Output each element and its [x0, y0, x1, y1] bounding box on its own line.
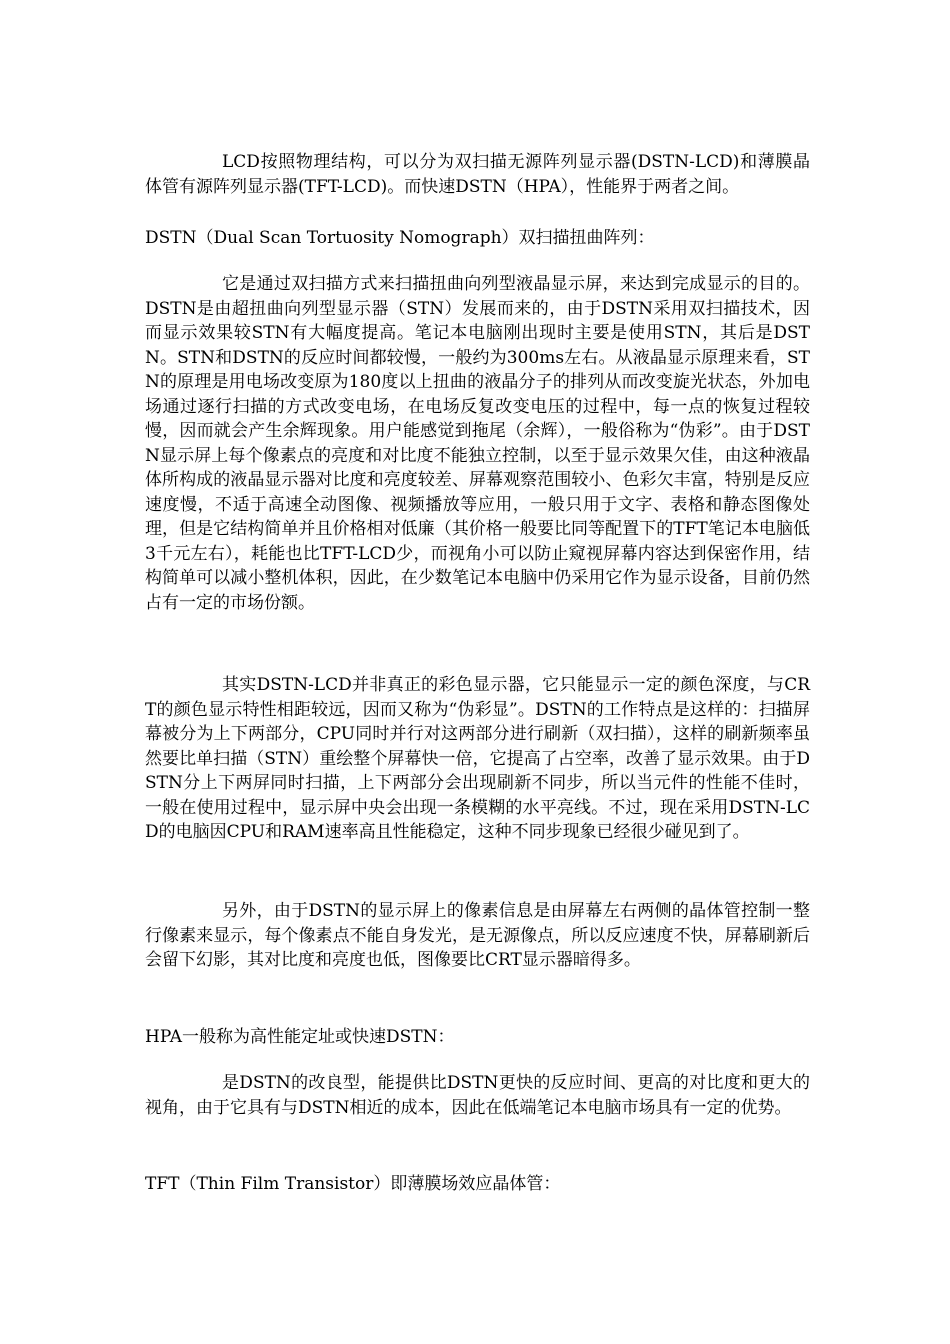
paragraph-lcd-structure: LCD按照物理结构，可以分为双扫描无源阵列显示器(DSTN-LCD)和薄膜晶体管有源阵列显示器(TFT-LCD)。而快速DSTN（HPA），性能界于两者之间。	[145, 152, 810, 197]
paragraph-dstn-lcd-color: 其实DSTN-LCD并非真正的彩色显示器，它只能显示一定的颜色深度，与CRT的颜色显示特性相距较远，因而又称为“伪彩显”。DSTN的工作特点是这样的：扫描屏幕被分为上下两部分，CPU同时并行对这两部分进行刷新（双扫描），这样的刷新频率虽然要比单扫描（STN）重绘整个屏幕快一倍，它提高了占空率，改善了显示效果。由于DSTN分上下两屏同时扫描，上下两部分会出现刷新不同步，所以当元件的性能不佳时，一般在使用过程中，显示屏中央会出现一条模糊的水平亮线。不过，现在采用DSTN-LCD的电脑因CPU和RAM速率高且性能稳定，这种不同步现象已经很少碰见到了。	[145, 675, 810, 842]
paragraph-dstn-pixels: 另外，由于DSTN的显示屏上的像素信息是由屏幕左右两侧的晶体管控制一整行像素来显示，每个像素点不能自身发光，是无源像点，所以反应速度不快，屏幕刷新后会留下幻影，其对比度和亮度也低，图像要比CRT显示器暗得多。	[145, 901, 810, 970]
heading-hpa: HPA一般称为高性能定址或快速DSTN：	[145, 1027, 455, 1047]
paragraph-hpa-description: 是DSTN的改良型，能提供比DSTN更快的反应时间、更高的对比度和更大的视角，由于它具有与DSTN相近的成本，因此在低端笔记本电脑市场具有一定的优势。	[145, 1073, 810, 1118]
heading-dstn: DSTN（Dual Scan Tortuosity Nomograph）双扫描扭曲阵列：	[145, 228, 655, 248]
heading-tft: TFT（Thin Film Transistor）即薄膜场效应晶体管：	[145, 1174, 561, 1194]
paragraph-dstn-description: 它是通过双扫描方式来扫描扭曲向列型液晶显示屏，来达到完成显示的目的。DSTN是由超扭曲向列型显示器（STN）发展而来的，由于DSTN采用双扫描技术，因而显示效果较STN有大幅度提高。笔记本电脑刚出现时主要是使用STN，其后是DSTN。STN和DSTN的反应时间都较慢，一般约为300ms左右。从液晶显示原理来看，STN的原理是用电场改变原为180度以上扭曲的液晶分子的排列从而改变旋光状态，外加电场通过逐行扫描的方式改变电场，在电场反复改变电压的过程中，每一点的恢复过程较慢，因而就会产生余辉现象。用户能感觉到拖尾（余辉），一般俗称为“伪彩”。由于DSTN显示屏上每个像素点的亮度和对比度不能独立控制，以至于显示效果欠佳，由这种液晶体所构成的液晶显示器对比度和亮度较差、屏幕观察范围较小、色彩欠丰富，特别是反应速度慢，不适于高速全动图像、视频播放等应用，一般只用于文字、表格和静态图像处理，但是它结构简单并且价格相对低廉（其价格一般要比同等配置下的TFT笔记本电脑低3千元左右），耗能也比TFT-LCD少，而视角小可以防止窥视屏幕内容达到保密作用，结构简单可以减小整机体积，因此，在少数笔记本电脑中仍采用它作为显示设备，目前仍然占有一定的市场份额。	[145, 274, 810, 613]
